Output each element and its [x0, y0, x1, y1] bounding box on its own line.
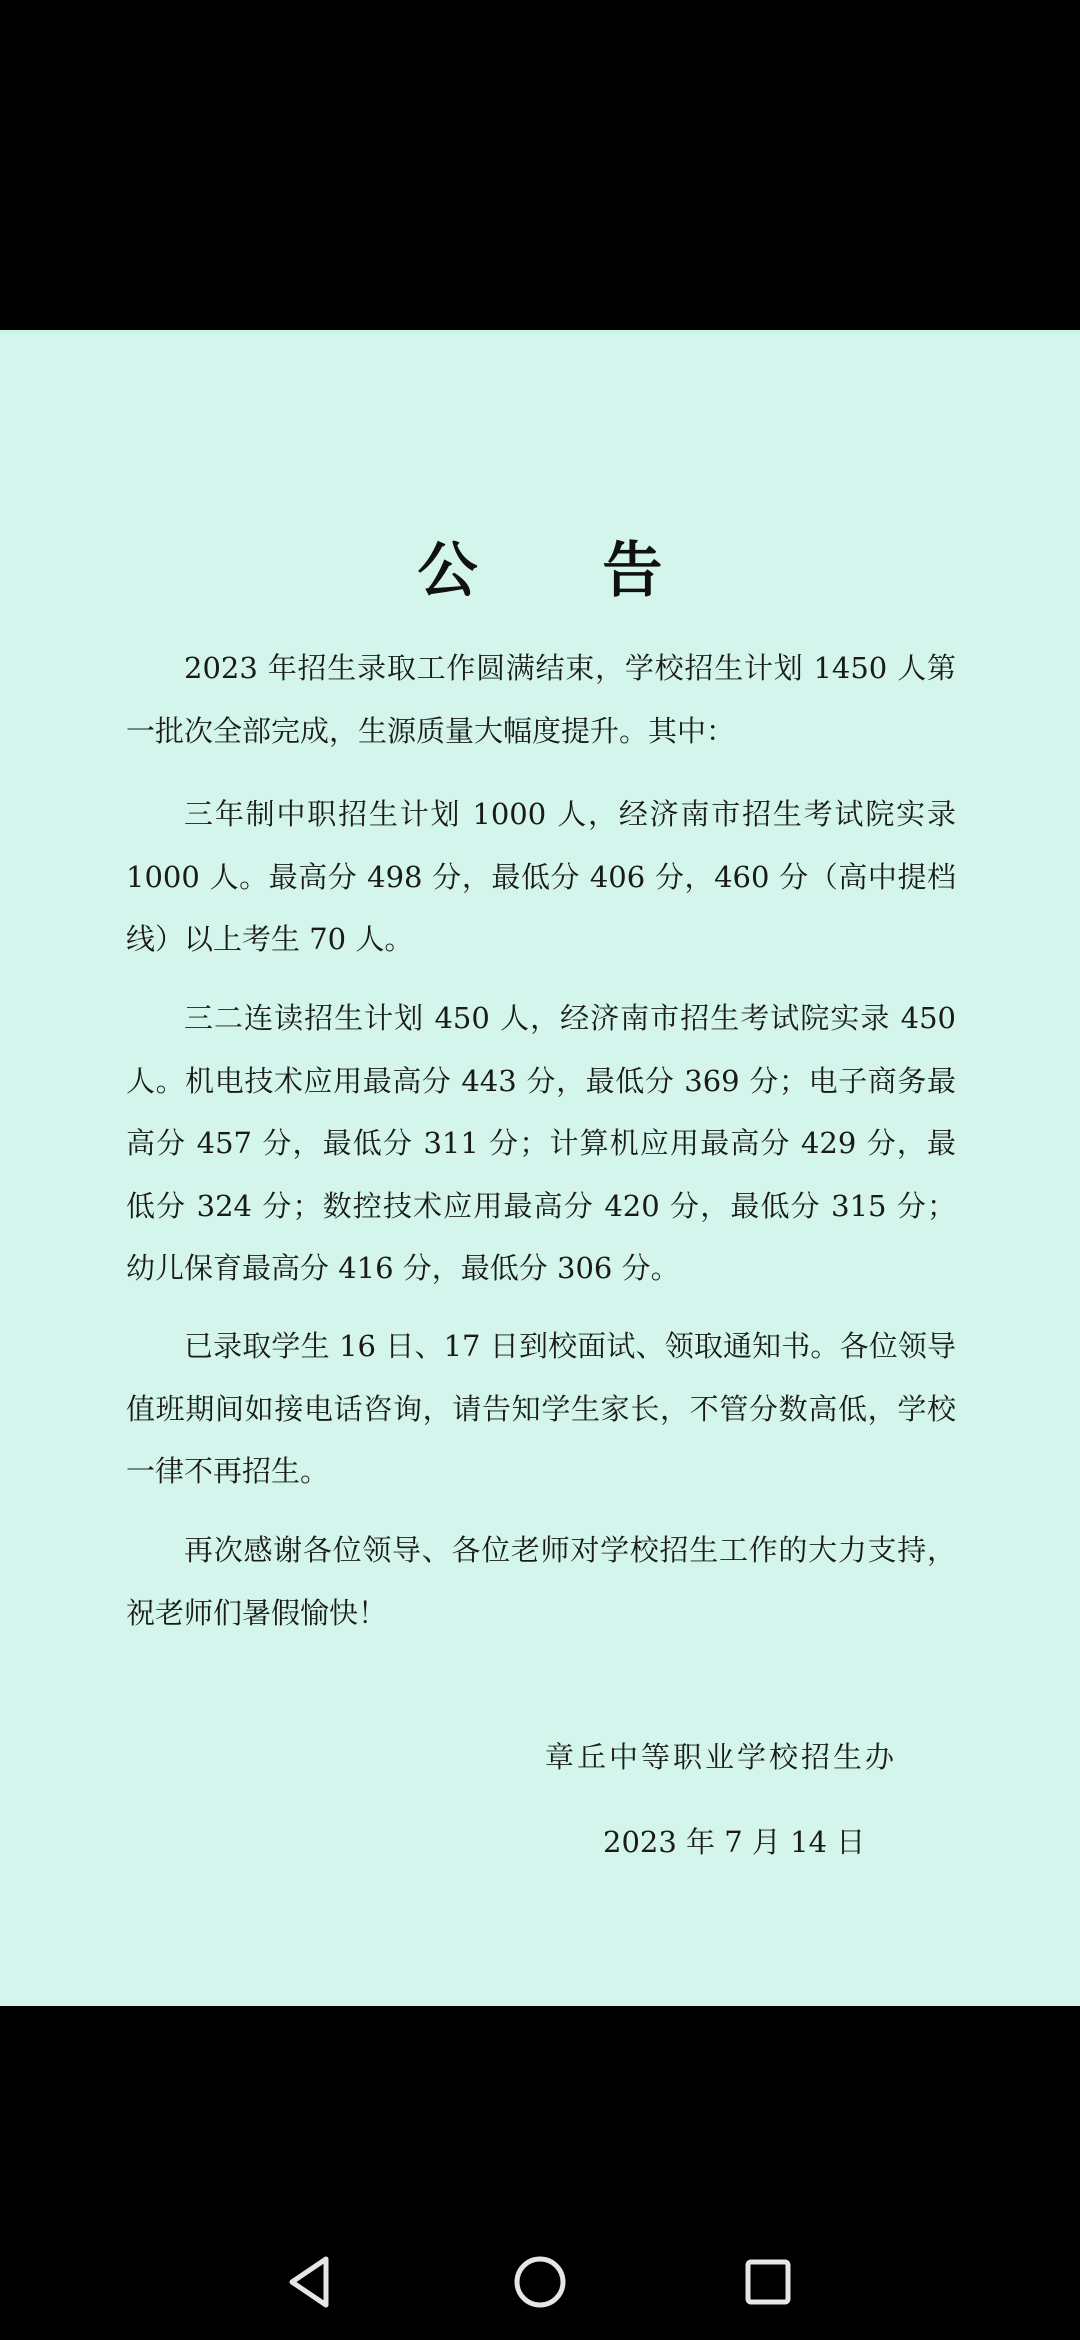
paragraph-admission-notice: 已录取学生 16 日、17 日到校面试、领取通知书。各位领导值班期间如接电话咨询，请告知学生家长，不管分数高低，学校一律不再招生。: [126, 1329, 956, 1488]
issue-date: 2023 年 7 月 14 日: [603, 1825, 866, 1859]
paragraph-three-year-program: 三年制中职招生计划 1000 人，经济南市招生考试院实录 1000 人。最高分 498 分，最低分 406 分，460 分（高中提档线）以上考生 70 人。: [126, 797, 956, 956]
announcement-title: 公 告: [417, 536, 715, 606]
system-navigation-bar: [0, 2006, 1080, 2340]
paragraph-joint-program: 三二连读招生计划 450 人，经济南市招生考试院实录 450 人。机电技术应用最高分 443 分，最低分 369 分；电子商务最高分 457 分，最低分 311 分；计算机应用最高分 429 分，最低分 324 分；数控技术应用最高分 420 分，最低分 315 分；幼儿保育最高分 416 分，最低分 306 分。: [126, 1001, 956, 1285]
square-recents-icon: [742, 2256, 794, 2308]
announcement-image: [0, 330, 1080, 2006]
triangle-back-icon: [284, 2254, 336, 2310]
top-black-area: [0, 0, 1080, 330]
issuer-signature: 章丘中等职业学校招生办: [545, 1740, 898, 1774]
paragraph-intro: 2023 年招生录取工作圆满结束，学校招生计划 1450 人第一批次全部完成，生源质量大幅度提升。其中：: [126, 651, 956, 748]
circle-home-icon: [512, 2254, 568, 2310]
paragraph-thanks: 再次感谢各位领导、各位老师对学校招生工作的大力支持，祝老师们暑假愉快！: [126, 1533, 956, 1630]
recents-button[interactable]: [738, 2252, 798, 2312]
back-button[interactable]: [280, 2252, 340, 2312]
home-button[interactable]: [510, 2252, 570, 2312]
